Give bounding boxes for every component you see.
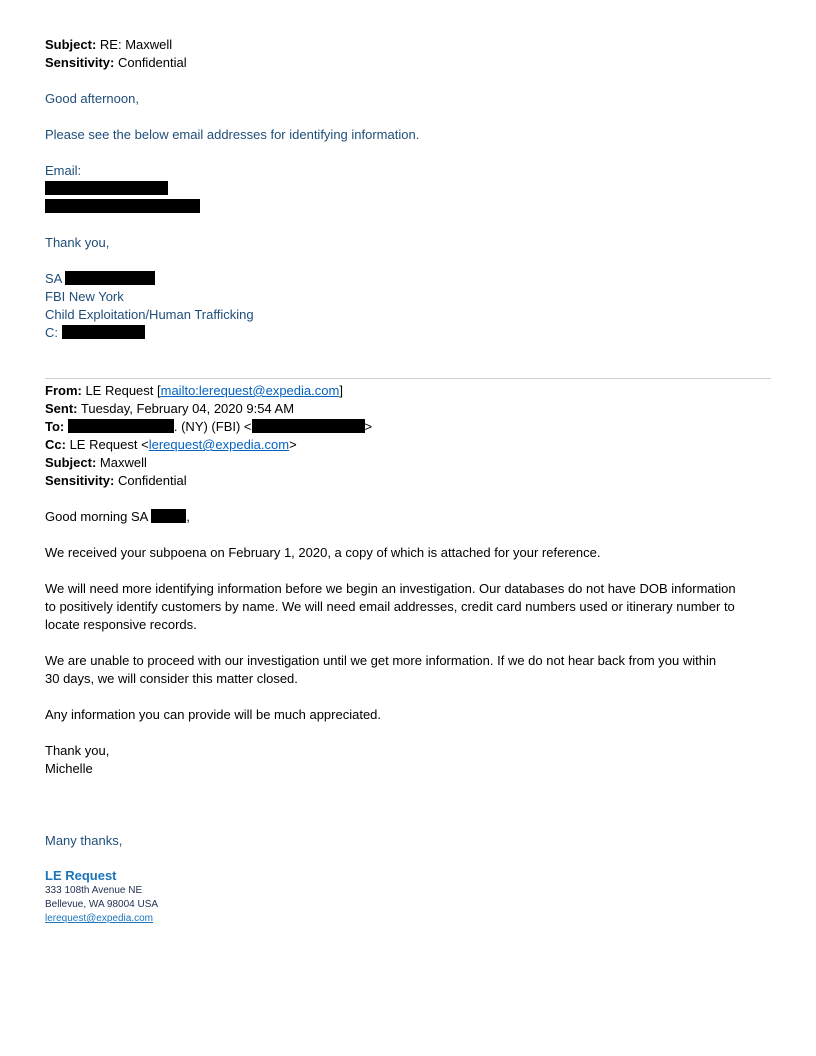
paragraph-2-line-3: locate responsive records. bbox=[45, 617, 197, 632]
from-label: From: bbox=[45, 383, 82, 398]
reply-thanks: Thank you, bbox=[45, 235, 110, 250]
expedia-email-line bbox=[45, 912, 771, 926]
from-line bbox=[45, 382, 771, 400]
sig-title-prefix: SA bbox=[45, 271, 62, 286]
sensitivity-value: Confidential bbox=[114, 55, 187, 70]
redacted-email-1 bbox=[45, 180, 771, 198]
sig-cell-prefix: C: bbox=[45, 325, 58, 340]
paragraph-1: We received your subpoena on February 1, 2020, a copy of which is attached for your reference. bbox=[45, 545, 601, 560]
sent-line bbox=[45, 400, 771, 418]
redaction-bar bbox=[252, 419, 365, 433]
sensitivity-label: Sensitivity: bbox=[45, 473, 115, 488]
orig-thanks: Thank you, bbox=[45, 743, 110, 758]
email-document bbox=[45, 36, 771, 926]
cc-name: LE Request < bbox=[65, 437, 149, 452]
cc-close: > bbox=[289, 437, 297, 452]
orig-sensitivity-line bbox=[45, 472, 771, 490]
paragraph-2-line-2: to positively identify customers by name. We will need email addresses, credit card numbers used or itinerary number to bbox=[45, 599, 735, 614]
redaction-bar bbox=[62, 325, 145, 339]
sig-title-line bbox=[45, 270, 771, 288]
redaction-bar bbox=[151, 509, 186, 523]
redaction-bar bbox=[45, 181, 168, 195]
paragraph-3-line-2: 30 days, we will consider this matter closed. bbox=[45, 671, 298, 686]
redaction-bar bbox=[45, 199, 200, 213]
to-middle: . (NY) (FBI) < bbox=[173, 419, 252, 434]
paragraph-3-line-1: We are unable to proceed with our investigation until we get more information. If we do not hear back from you within bbox=[45, 653, 717, 668]
sensitivity-value: Confidential bbox=[114, 473, 187, 488]
reply-greeting: Good afternoon, bbox=[45, 91, 139, 106]
paragraph-4: Any information you can provide will be much appreciated. bbox=[45, 707, 382, 722]
sig-unit: Child Exploitation/Human Trafficking bbox=[45, 307, 254, 322]
redacted-email-2 bbox=[45, 198, 771, 216]
sig-cell-line bbox=[45, 324, 771, 342]
orig-greeting bbox=[45, 508, 771, 526]
subject-label: Subject: bbox=[45, 455, 97, 470]
cc-email-link[interactable]: lerequest@expedia.com bbox=[148, 437, 290, 452]
greeting-suffix: , bbox=[186, 509, 190, 524]
expedia-sig-name: LE Request bbox=[45, 868, 117, 883]
orig-name: Michelle bbox=[45, 761, 93, 776]
orig-subject-line bbox=[45, 454, 771, 472]
sensitivity-label: Sensitivity: bbox=[45, 55, 115, 70]
expedia-email-link[interactable]: lerequest@expedia.com bbox=[45, 913, 153, 924]
cc-line bbox=[45, 436, 771, 454]
greeting-prefix: Good morning SA bbox=[45, 509, 152, 524]
expedia-address-2: Bellevue, WA 98004 USA bbox=[45, 899, 159, 910]
reply-intro: Please see the below email addresses for identifying information. bbox=[45, 127, 420, 142]
subject-label: Subject: bbox=[45, 37, 97, 52]
from-name: LE Request [ bbox=[81, 383, 161, 398]
from-mailto-link[interactable]: mailto:lerequest@expedia.com bbox=[160, 383, 340, 398]
reply-subject-line bbox=[45, 36, 771, 54]
subject-value: RE: Maxwell bbox=[96, 37, 173, 52]
reply-sensitivity-line bbox=[45, 54, 771, 72]
to-close: > bbox=[364, 419, 373, 434]
from-close: ] bbox=[339, 383, 343, 398]
cc-label: Cc: bbox=[45, 437, 66, 452]
expedia-address-1: 333 108th Avenue NE bbox=[45, 885, 143, 896]
redaction-bar bbox=[68, 419, 174, 433]
to-line bbox=[45, 418, 771, 436]
many-thanks: Many thanks, bbox=[45, 833, 123, 848]
sent-label: Sent: bbox=[45, 401, 78, 416]
to-label: To: bbox=[45, 419, 65, 434]
subject-value: Maxwell bbox=[96, 455, 147, 470]
paragraph-2-line-1: We will need more identifying information before we begin an investigation. Our databases do not have DOB information bbox=[45, 581, 736, 596]
sent-value: Tuesday, February 04, 2020 9:54 AM bbox=[77, 401, 295, 416]
email-label: Email: bbox=[45, 163, 82, 178]
redaction-bar bbox=[65, 271, 155, 285]
sig-office: FBI New York bbox=[45, 289, 124, 304]
